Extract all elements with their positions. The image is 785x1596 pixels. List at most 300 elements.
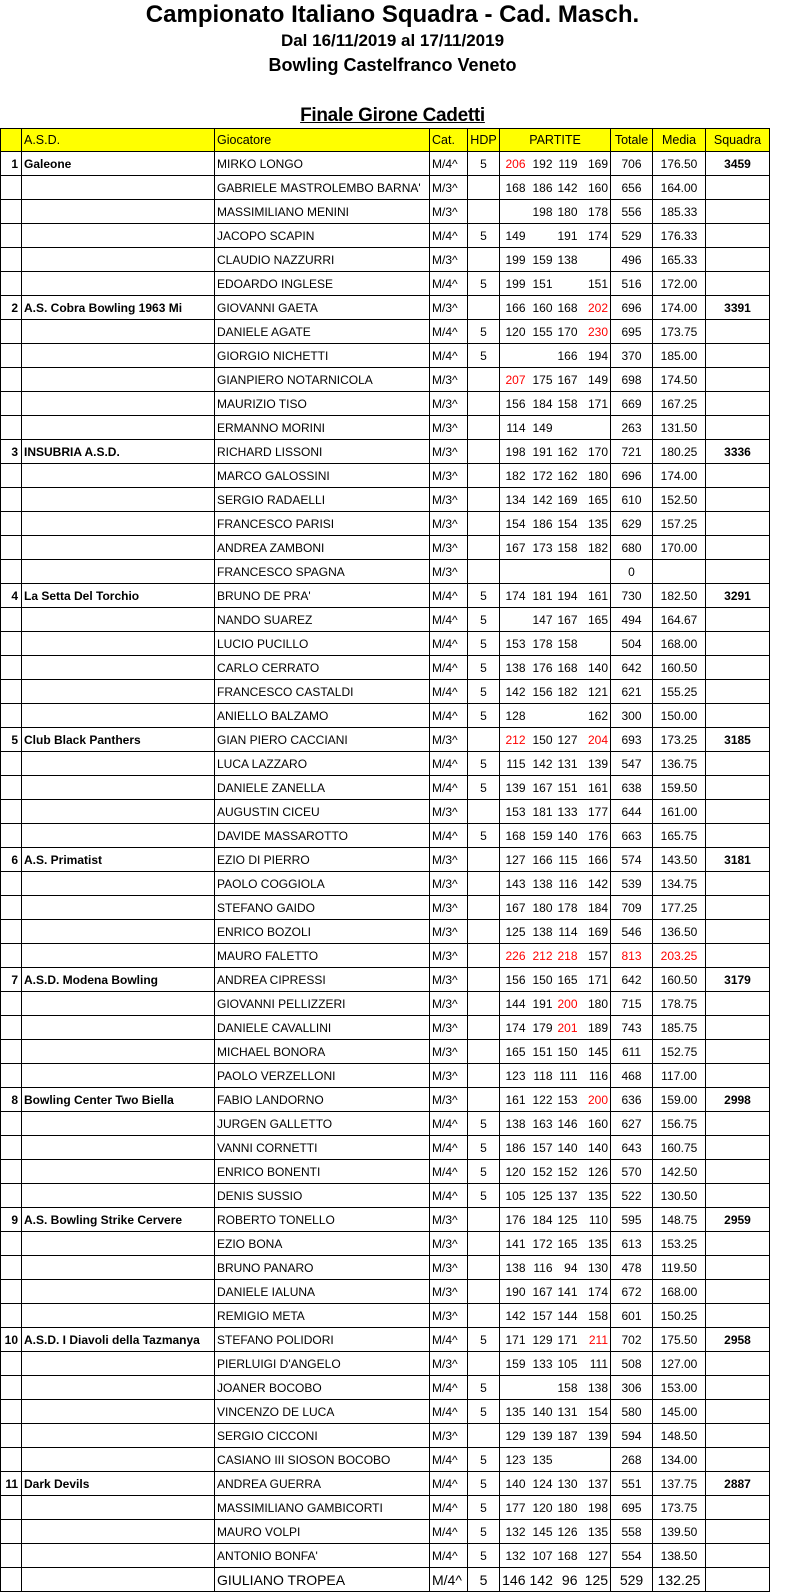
team-name: [22, 272, 215, 296]
player-name: SERGIO CICCONI: [215, 1424, 430, 1448]
game-score: 192: [528, 152, 555, 176]
team-rank: [1, 560, 22, 584]
game-score: 116: [528, 1256, 555, 1280]
table-row: [1, 1064, 770, 1088]
team-name: [22, 464, 215, 488]
team-total: [706, 632, 770, 656]
player-handicap: 5: [468, 1520, 500, 1544]
team-rank: [1, 224, 22, 248]
game-score: 150: [528, 728, 555, 752]
player-average: [653, 560, 706, 584]
player-handicap: [468, 1064, 500, 1088]
team-rank: [1, 368, 22, 392]
player-category: M/4^: [430, 704, 468, 728]
player-handicap: [468, 536, 500, 560]
game-score: 165: [500, 1040, 528, 1064]
player-average: 155.25: [653, 680, 706, 704]
player-name: MIRKO LONGO: [215, 152, 430, 176]
game-score: 129: [528, 1328, 555, 1352]
player-average: 136.50: [653, 920, 706, 944]
team-total: 2959: [706, 1208, 770, 1232]
game-score: 131: [555, 1400, 580, 1424]
game-score: 124: [528, 1472, 555, 1496]
player-handicap: [468, 488, 500, 512]
player-name: PAOLO COGGIOLA: [215, 872, 430, 896]
game-score: 168: [555, 1544, 580, 1568]
team-rank: [1, 1136, 22, 1160]
game-score: 142: [528, 1568, 555, 1592]
team-total: [706, 800, 770, 824]
player-category: M/3^: [430, 416, 468, 440]
game-score: 135: [528, 1448, 555, 1472]
player-name: GIANPIERO NOTARNICOLA: [215, 368, 430, 392]
game-score: 169: [580, 920, 611, 944]
game-score: 121: [580, 680, 611, 704]
game-score: 202: [580, 296, 611, 320]
team-total: [706, 272, 770, 296]
player-total: 508: [611, 1352, 653, 1376]
table-row: [1, 584, 770, 608]
header-partite: PARTITE: [500, 129, 611, 152]
team-name: [22, 896, 215, 920]
game-score: 153: [500, 632, 528, 656]
game-score: 218: [555, 944, 580, 968]
team-total: [706, 1520, 770, 1544]
player-handicap: 5: [468, 704, 500, 728]
player-total: 663: [611, 824, 653, 848]
player-average: 173.25: [653, 728, 706, 752]
table-row: [1, 296, 770, 320]
game-score: [528, 344, 555, 368]
player-name: ANDREA ZAMBONI: [215, 536, 430, 560]
game-score: 169: [555, 488, 580, 512]
team-rank: [1, 512, 22, 536]
game-score: 171: [580, 968, 611, 992]
game-score: 114: [500, 416, 528, 440]
game-score: 125: [555, 1208, 580, 1232]
team-name: [22, 1400, 215, 1424]
game-score: 165: [555, 1232, 580, 1256]
player-name: GABRIELE MASTROLEMBO BARNA': [215, 176, 430, 200]
player-total: 693: [611, 728, 653, 752]
player-handicap: 5: [468, 1568, 500, 1592]
player-name: MASSIMILIANO GAMBICORTI: [215, 1496, 430, 1520]
team-total: [706, 1304, 770, 1328]
game-score: 135: [580, 512, 611, 536]
team-total: [706, 1232, 770, 1256]
game-score: [580, 632, 611, 656]
player-handicap: [468, 872, 500, 896]
player-total: 621: [611, 680, 653, 704]
game-score: 198: [580, 1496, 611, 1520]
player-name: EDOARDO INGLESE: [215, 272, 430, 296]
player-total: 529: [611, 224, 653, 248]
player-average: 160.50: [653, 968, 706, 992]
table-row: [1, 848, 770, 872]
team-rank: [1, 416, 22, 440]
player-handicap: [468, 992, 500, 1016]
game-score: 168: [500, 824, 528, 848]
player-name: DANIELE CAVALLINI: [215, 1016, 430, 1040]
game-score: 153: [555, 1088, 580, 1112]
player-handicap: 5: [468, 344, 500, 368]
player-name: GIOVANNI PELLIZZERI: [215, 992, 430, 1016]
table-row: [1, 920, 770, 944]
game-score: 166: [580, 848, 611, 872]
table-row: [1, 272, 770, 296]
team-rank: [1, 992, 22, 1016]
player-total: 558: [611, 1520, 653, 1544]
player-average: 139.50: [653, 1520, 706, 1544]
table-row: [1, 608, 770, 632]
game-score: 144: [555, 1304, 580, 1328]
team-rank: [1, 1184, 22, 1208]
game-score: 132: [500, 1544, 528, 1568]
game-score: 186: [528, 176, 555, 200]
player-average: 176.50: [653, 152, 706, 176]
game-score: 171: [580, 392, 611, 416]
game-score: 142: [580, 872, 611, 896]
table-row: [1, 1352, 770, 1376]
team-rank: [1, 944, 22, 968]
venue: Bowling Castelfranco Veneto: [268, 55, 517, 75]
player-name: ANDREA CIPRESSI: [215, 968, 430, 992]
player-average: 174.50: [653, 368, 706, 392]
game-score: 162: [580, 704, 611, 728]
game-score: 140: [580, 656, 611, 680]
game-score: 173: [528, 536, 555, 560]
team-rank: [1, 1256, 22, 1280]
player-handicap: 5: [468, 584, 500, 608]
player-name: ENRICO BOZOLI: [215, 920, 430, 944]
player-name: VINCENZO DE LUCA: [215, 1400, 430, 1424]
player-total: 709: [611, 896, 653, 920]
game-score: 198: [528, 200, 555, 224]
player-handicap: [468, 1256, 500, 1280]
player-handicap: [468, 512, 500, 536]
player-handicap: [468, 1304, 500, 1328]
player-handicap: [468, 848, 500, 872]
player-average: 173.75: [653, 1496, 706, 1520]
player-total: 522: [611, 1184, 653, 1208]
game-score: 170: [580, 440, 611, 464]
team-name: [22, 392, 215, 416]
player-average: 170.00: [653, 536, 706, 560]
player-handicap: 5: [468, 632, 500, 656]
player-total: 556: [611, 200, 653, 224]
game-score: 158: [580, 1304, 611, 1328]
team-total: [706, 392, 770, 416]
player-average: 168.00: [653, 632, 706, 656]
team-total: [706, 1040, 770, 1064]
game-score: 126: [555, 1520, 580, 1544]
game-score: 180: [528, 896, 555, 920]
player-name: BRUNO DE PRA': [215, 584, 430, 608]
player-total: 0: [611, 560, 653, 584]
team-name: [22, 200, 215, 224]
player-total: 529: [611, 1568, 653, 1592]
team-rank: [1, 1232, 22, 1256]
game-score: 149: [500, 224, 528, 248]
team-total: [706, 224, 770, 248]
team-total: [706, 920, 770, 944]
team-name: Club Black Panthers: [22, 728, 215, 752]
game-score: 140: [580, 1136, 611, 1160]
team-name: [22, 536, 215, 560]
game-score: 200: [580, 1088, 611, 1112]
player-total: 669: [611, 392, 653, 416]
game-score: 169: [580, 152, 611, 176]
player-category: M/3^: [430, 1040, 468, 1064]
team-rank: 5: [1, 728, 22, 752]
player-name: MAURO FALETTO: [215, 944, 430, 968]
game-score: [555, 1448, 580, 1472]
team-total: [706, 1064, 770, 1088]
table-row: [1, 224, 770, 248]
team-name: [22, 344, 215, 368]
table-row: [1, 1184, 770, 1208]
team-rank: 3: [1, 440, 22, 464]
section-title: Finale Girone Cadetti: [300, 105, 485, 126]
player-total: 730: [611, 584, 653, 608]
table-row: [1, 680, 770, 704]
player-average: 185.00: [653, 344, 706, 368]
game-score: 177: [580, 800, 611, 824]
player-category: M/3^: [430, 512, 468, 536]
player-category: M/3^: [430, 920, 468, 944]
game-score: [528, 1376, 555, 1400]
team-name: [22, 1184, 215, 1208]
game-score: [580, 416, 611, 440]
team-total: [706, 176, 770, 200]
game-score: 120: [500, 1160, 528, 1184]
table-row: [1, 800, 770, 824]
player-total: 644: [611, 800, 653, 824]
table-row: [1, 1424, 770, 1448]
game-score: 154: [555, 512, 580, 536]
team-rank: [1, 632, 22, 656]
team-total: [706, 752, 770, 776]
team-total: 3185: [706, 728, 770, 752]
game-score: 172: [528, 464, 555, 488]
game-score: 131: [555, 752, 580, 776]
player-handicap: [468, 176, 500, 200]
player-total: 306: [611, 1376, 653, 1400]
table-row: [1, 416, 770, 440]
game-score: 204: [580, 728, 611, 752]
team-name: [22, 1064, 215, 1088]
table-row: [1, 1280, 770, 1304]
team-total: [706, 1256, 770, 1280]
player-average: 176.33: [653, 224, 706, 248]
game-score: 182: [555, 680, 580, 704]
team-total: [706, 1136, 770, 1160]
game-score: 138: [500, 1256, 528, 1280]
game-score: 191: [528, 440, 555, 464]
team-rank: [1, 392, 22, 416]
player-name: BRUNO PANARO: [215, 1256, 430, 1280]
player-average: 153.25: [653, 1232, 706, 1256]
player-category: M/4^: [430, 1136, 468, 1160]
team-total: [706, 344, 770, 368]
player-total: 680: [611, 536, 653, 560]
game-score: 177: [500, 1496, 528, 1520]
player-name: LUCA LAZZARO: [215, 752, 430, 776]
player-name: REMIGIO META: [215, 1304, 430, 1328]
team-total: [706, 1280, 770, 1304]
team-total: [706, 1160, 770, 1184]
player-handicap: [468, 368, 500, 392]
team-rank: [1, 800, 22, 824]
game-score: 184: [528, 1208, 555, 1232]
player-category: M/3^: [430, 872, 468, 896]
player-total: 721: [611, 440, 653, 464]
table-row: [1, 656, 770, 680]
player-handicap: [468, 416, 500, 440]
game-score: 168: [555, 656, 580, 680]
game-score: 186: [528, 512, 555, 536]
player-total: 539: [611, 872, 653, 896]
team-rank: [1, 1424, 22, 1448]
team-rank: [1, 248, 22, 272]
game-score: 137: [555, 1184, 580, 1208]
player-total: 516: [611, 272, 653, 296]
game-score: 176: [500, 1208, 528, 1232]
player-name: FRANCESCO PARISI: [215, 512, 430, 536]
game-score: 180: [580, 992, 611, 1016]
table-row: [1, 1016, 770, 1040]
player-handicap: [468, 1232, 500, 1256]
team-rank: [1, 1568, 22, 1592]
game-score: 155: [528, 320, 555, 344]
team-total: 3459: [706, 152, 770, 176]
game-score: 137: [580, 1472, 611, 1496]
header-media: Media: [653, 129, 706, 152]
game-score: 230: [580, 320, 611, 344]
game-score: 145: [580, 1040, 611, 1064]
table-row: [1, 1544, 770, 1568]
team-name: [22, 1352, 215, 1376]
game-score: 160: [528, 296, 555, 320]
player-average: 159.00: [653, 1088, 706, 1112]
player-name: SERGIO RADAELLI: [215, 488, 430, 512]
game-score: 138: [528, 920, 555, 944]
team-rank: [1, 1304, 22, 1328]
team-total: [706, 368, 770, 392]
game-score: 138: [555, 248, 580, 272]
player-average: 185.75: [653, 1016, 706, 1040]
player-average: 164.67: [653, 608, 706, 632]
table-row: [1, 824, 770, 848]
player-name: CASIANO III SIOSON BOCOBO: [215, 1448, 430, 1472]
table-row: [1, 872, 770, 896]
game-score: 161: [500, 1088, 528, 1112]
game-score: 130: [555, 1472, 580, 1496]
table-row: [1, 248, 770, 272]
team-total: 3291: [706, 584, 770, 608]
team-rank: [1, 1112, 22, 1136]
team-name: [22, 416, 215, 440]
team-rank: [1, 1280, 22, 1304]
player-total: 627: [611, 1112, 653, 1136]
player-category: M/3^: [430, 1352, 468, 1376]
player-average: 165.33: [653, 248, 706, 272]
player-average: 172.00: [653, 272, 706, 296]
player-name: CARLO CERRATO: [215, 656, 430, 680]
team-rank: [1, 320, 22, 344]
player-handicap: [468, 728, 500, 752]
team-total: [706, 464, 770, 488]
game-score: 160: [580, 176, 611, 200]
game-score: 159: [500, 1352, 528, 1376]
player-average: 159.50: [653, 776, 706, 800]
header-hdp: HDP: [468, 129, 500, 152]
game-score: 174: [580, 1280, 611, 1304]
team-name: [22, 608, 215, 632]
player-total: 494: [611, 608, 653, 632]
team-name: [22, 992, 215, 1016]
game-score: 174: [500, 1016, 528, 1040]
team-name: [22, 1448, 215, 1472]
player-handicap: [468, 920, 500, 944]
game-score: 139: [528, 1424, 555, 1448]
player-average: 143.50: [653, 848, 706, 872]
table-row: [1, 464, 770, 488]
team-rank: 8: [1, 1088, 22, 1112]
game-score: 138: [528, 872, 555, 896]
game-score: 171: [500, 1328, 528, 1352]
player-name: EZIO DI PIERRO: [215, 848, 430, 872]
player-average: 185.33: [653, 200, 706, 224]
team-rank: [1, 752, 22, 776]
team-total: [706, 776, 770, 800]
team-name: [22, 776, 215, 800]
player-name: CLAUDIO NAZZURRI: [215, 248, 430, 272]
header-asd: A.S.D.: [22, 129, 215, 152]
team-name: [22, 1376, 215, 1400]
game-score: 181: [528, 800, 555, 824]
player-category: M/4^: [430, 1160, 468, 1184]
team-rank: [1, 896, 22, 920]
game-score: 111: [555, 1064, 580, 1088]
game-score: 127: [500, 848, 528, 872]
header-giocatore: Giocatore: [215, 129, 430, 152]
player-average: 131.50: [653, 416, 706, 440]
player-average: 174.00: [653, 464, 706, 488]
team-total: [706, 944, 770, 968]
table-row: [1, 320, 770, 344]
team-total: [706, 416, 770, 440]
player-average: 150.25: [653, 1304, 706, 1328]
player-average: 164.00: [653, 176, 706, 200]
game-score: [555, 416, 580, 440]
team-name: [22, 1496, 215, 1520]
team-total: [706, 1112, 770, 1136]
table-row: [1, 152, 770, 176]
player-name: FABIO LANDORNO: [215, 1088, 430, 1112]
player-average: 134.00: [653, 1448, 706, 1472]
game-score: 176: [580, 824, 611, 848]
player-name: NANDO SUAREZ: [215, 608, 430, 632]
team-total: 3179: [706, 968, 770, 992]
player-name: JURGEN GALLETTO: [215, 1112, 430, 1136]
team-total: [706, 992, 770, 1016]
team-name: [22, 1112, 215, 1136]
game-score: [555, 560, 580, 584]
game-score: 166: [528, 848, 555, 872]
player-average: 152.50: [653, 488, 706, 512]
player-average: 161.00: [653, 800, 706, 824]
